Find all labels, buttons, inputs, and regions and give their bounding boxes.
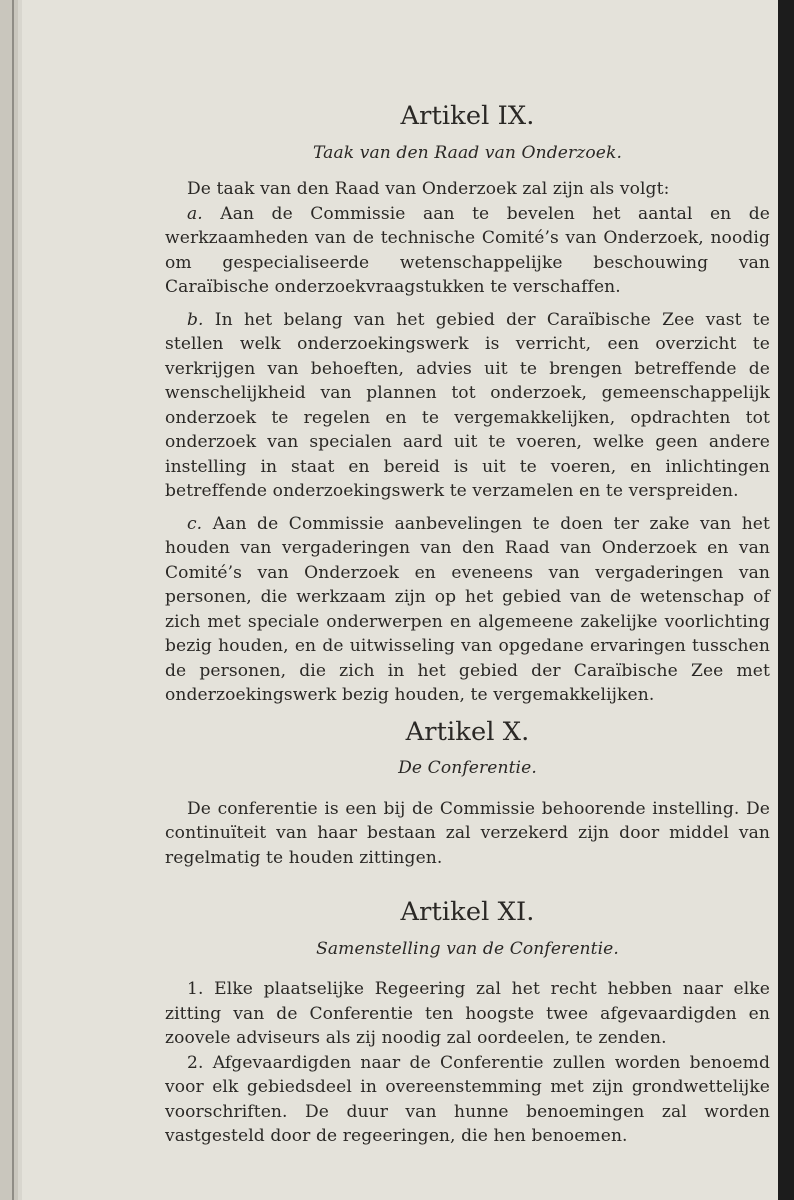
item-label: 1. bbox=[187, 979, 204, 999]
item-text: Aan de Commissie aan te bevelen het aantal en de werkzaamheden van de technische Comité’s van Onderzoek, noodig om gespecialiseerde wetenschappelijke beschouwing van Caraïbische onderzoekvraagstukken te verschaffen. bbox=[165, 203, 770, 297]
article-11-item-2 bbox=[165, 1051, 770, 1149]
item-text: Elke plaatselijke Regeering zal het recht hebben naar elke zitting van de Conferentie ten hoogste twee afgevaardigden en zoovele adviseurs als zij noodig zal oordeelen, te zenden. bbox=[165, 979, 770, 1048]
article-10-subtitle: De Conferentie. bbox=[398, 758, 537, 778]
article-9-item-c bbox=[165, 512, 770, 708]
item-label: 2. bbox=[187, 1052, 204, 1073]
article-10-title: Artikel X. bbox=[405, 716, 530, 747]
article-9-subtitle: Taak van den Raad van Onderzoek. bbox=[312, 142, 622, 163]
article-11-subtitle: Samenstelling van de Conferentie. bbox=[316, 938, 619, 959]
article-9-item-b bbox=[165, 308, 770, 504]
item-label: b. bbox=[187, 309, 204, 330]
document-body bbox=[165, 101, 770, 1149]
item-text: Aan de Commissie aanbevelingen te doen ter zake van het houden van vergaderingen van den Raad van Onderzoek en van Comité’s van Onderzoek en eveneens van vergaderingen van personen, die werkzaam zijn op het gebied van de wetenschap of zich met speciale onderwerpen en algemeene zakelijke voorlichting bezig houden, en de uitwisseling van opgedane ervaringen tusschen de personen, die zich in het gebied der Caraïbische Zee met onderzoekingswerk bezig houden, te vergemakkelijken. bbox=[165, 513, 770, 705]
item-text: Afgevaardigden naar de Conferentie zullen worden benoemd voor elk gebiedsdeel in overeenstemming met zijn grondwettelijke voorschriften. De duur van hunne benoemingen zal worden vastgesteld door de regeeringen, die hen benoemen. bbox=[165, 1052, 770, 1146]
article-9-title: Artikel IX. bbox=[400, 101, 535, 131]
item-label: a. bbox=[187, 203, 203, 224]
item-label: c. bbox=[187, 513, 203, 534]
article-9-intro: De taak van den Raad van Onderzoek zal zijn als volgt: bbox=[187, 179, 670, 199]
article-11-item-1 bbox=[165, 977, 770, 1051]
article-9-item-a bbox=[165, 202, 770, 300]
scan-edge bbox=[0, 0, 18, 1200]
scan-border bbox=[778, 0, 794, 1200]
page-fold-line bbox=[12, 0, 14, 1200]
article-10-text: De conferentie is een bij de Commissie behoorende instelling. De continuïteit van haar bestaan zal verzekerd zijn door middel van regelmatig te houden zittingen. bbox=[165, 798, 770, 868]
article-11-title: Artikel XI. bbox=[400, 897, 535, 927]
item-text: In het belang van het gebied der Caraïbische Zee vast te stellen welk onderzoekingswerk is verricht, een overzicht te verkrijgen van behoeften, advies uit te brengen betreffende de wenschelijkheid van plannen tot onderzoek, gemeenschappelijk onderzoek te regelen en te vergemakkelijken, opdrachten tot onderzoek van specialen aard uit te voeren, welke geen andere instelling in staat en bereid is uit te voeren, en inlichtingen betreffende onderzoekingswerk te verzamelen en te verspreiden. bbox=[165, 309, 770, 501]
